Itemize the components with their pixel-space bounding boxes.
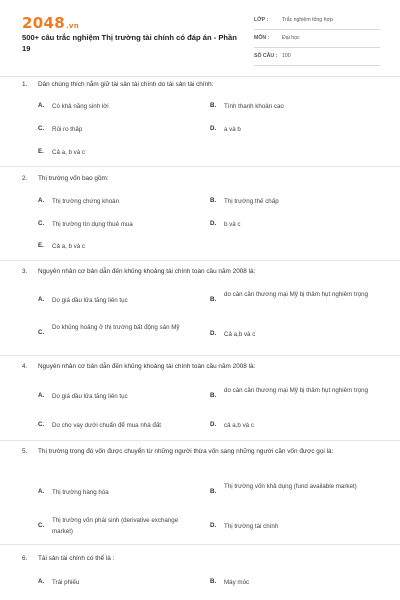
- question-text: Dân chúng thích nắm giữ tài sản tài chính do tài sản tài chính:: [38, 81, 214, 88]
- option-letter: D.: [210, 330, 217, 337]
- question-divider: [0, 544, 400, 545]
- logo-main: 2048: [22, 14, 65, 32]
- question-number: 2.: [22, 175, 28, 182]
- option-text: Thị trường thế chấp: [224, 198, 279, 205]
- option-text: do cán cân thương mại Mỹ bị thâm hụt nghiêm trọng: [224, 291, 369, 298]
- meta-key: MÔN :: [254, 35, 270, 41]
- option-text: Có khả năng sinh lời: [52, 103, 109, 110]
- option-text: Cả a, b và c: [52, 243, 86, 250]
- option-letter: B.: [210, 578, 217, 585]
- meta-row-count: [254, 50, 380, 66]
- option-letter: B.: [210, 102, 217, 109]
- question-divider: [0, 166, 400, 167]
- option-letter: C.: [38, 522, 45, 529]
- question-number: 6.: [22, 555, 28, 562]
- option-text: Do khủng hoảng ở thị trường bất động sản Mỹ: [52, 324, 180, 331]
- option-letter: B.: [210, 197, 217, 204]
- document-title: 500+ câu trắc nghiệm Thị trường tài chính có đáp án - Phần 19: [22, 33, 237, 53]
- option-text: Tính thanh khoản cao: [224, 103, 284, 110]
- option-text: Thị trường chứng khoán: [52, 198, 120, 205]
- option-text: Do giá dầu lửa tăng liên tục: [52, 297, 128, 304]
- option-text: Cả a,b và c: [224, 331, 256, 338]
- question-number: 4.: [22, 363, 28, 370]
- option-letter: A.: [38, 197, 45, 204]
- option-text: Thị trường hàng hóa: [52, 489, 109, 496]
- page-header: [0, 0, 400, 76]
- meta-row-subject: [254, 32, 380, 48]
- option-letter: E.: [38, 148, 44, 155]
- option-text: Do cho vay dưới chuẩn để mua nhà đất: [52, 422, 161, 429]
- option-text: Thị trường tín dụng thuê mua: [52, 221, 133, 228]
- option-letter: B.: [210, 488, 217, 495]
- option-letter: A.: [38, 392, 45, 399]
- meta-table: [254, 14, 380, 68]
- option-letter: C.: [38, 125, 45, 132]
- option-text: Thị trường vốn khả dụng (fund available market): [224, 483, 357, 490]
- option-text: a và b: [224, 126, 241, 133]
- question-divider: [0, 440, 400, 441]
- option-text: Do giá dầu lửa tăng liên tục: [52, 393, 128, 400]
- meta-row-class: [254, 14, 380, 30]
- option-letter: A.: [38, 296, 45, 303]
- question-text: Nguyên nhân cơ bản dẫn đến khủng khoảng tài chính toàn cầu năm 2008 là:: [38, 268, 256, 275]
- option-text: Máy móc: [224, 579, 250, 586]
- option-letter: C.: [38, 329, 45, 336]
- option-text: Trái phiếu: [52, 579, 80, 586]
- question-divider: [0, 260, 400, 261]
- meta-key: SỐ CÂU :: [254, 53, 278, 59]
- option-letter: C.: [38, 220, 45, 227]
- question-divider: [0, 355, 400, 356]
- option-letter: D.: [210, 125, 217, 132]
- question-text: Thị trường vốn bao gồm:: [38, 175, 109, 182]
- option-text: cả a,b và c: [224, 422, 254, 429]
- option-letter: A.: [38, 488, 45, 495]
- option-letter: D.: [210, 522, 217, 529]
- meta-key: LỚP :: [254, 17, 269, 23]
- option-letter: C.: [38, 421, 45, 428]
- option-letter: B.: [210, 296, 217, 303]
- option-text: Cả a, b và c: [52, 149, 86, 156]
- option-text: Thị trường tài chính: [224, 523, 279, 530]
- logo-suffix: .vn: [65, 22, 80, 30]
- meta-value: Đại học: [282, 35, 300, 41]
- option-text: do cán cân thương mại Mỹ bị thâm hụt nghiêm trọng: [224, 387, 369, 394]
- question-number: 5.: [22, 448, 28, 455]
- question-text: Thị trường trong đó vốn được chuyển từ những người thừa vốn sang những người cần vốn được gọi là:: [38, 448, 334, 455]
- option-letter: E.: [38, 242, 44, 249]
- question-text: Tài sản tài chính có thể là :: [38, 555, 115, 562]
- site-logo[interactable]: [22, 14, 79, 32]
- header-divider: [0, 76, 400, 77]
- meta-value: Trắc nghiệm tổng hợp: [282, 17, 333, 23]
- question-number: 3.: [22, 268, 28, 275]
- option-text: b và c: [224, 221, 241, 228]
- option-letter: B.: [210, 392, 217, 399]
- option-text: Rủi ro thấp: [52, 126, 83, 133]
- option-letter: D.: [210, 220, 217, 227]
- question-text: Nguyên nhân cơ bản dẫn đến khủng khoảng tài chính toàn cầu năm 2008 là:: [38, 363, 256, 370]
- question-number: 1.: [22, 81, 28, 88]
- option-text: Thị trường vốn phái sinh (derivative exchange market): [52, 517, 179, 535]
- option-letter: A.: [38, 578, 45, 585]
- option-letter: D.: [210, 421, 217, 428]
- option-letter: A.: [38, 102, 45, 109]
- meta-value: 100: [282, 53, 291, 59]
